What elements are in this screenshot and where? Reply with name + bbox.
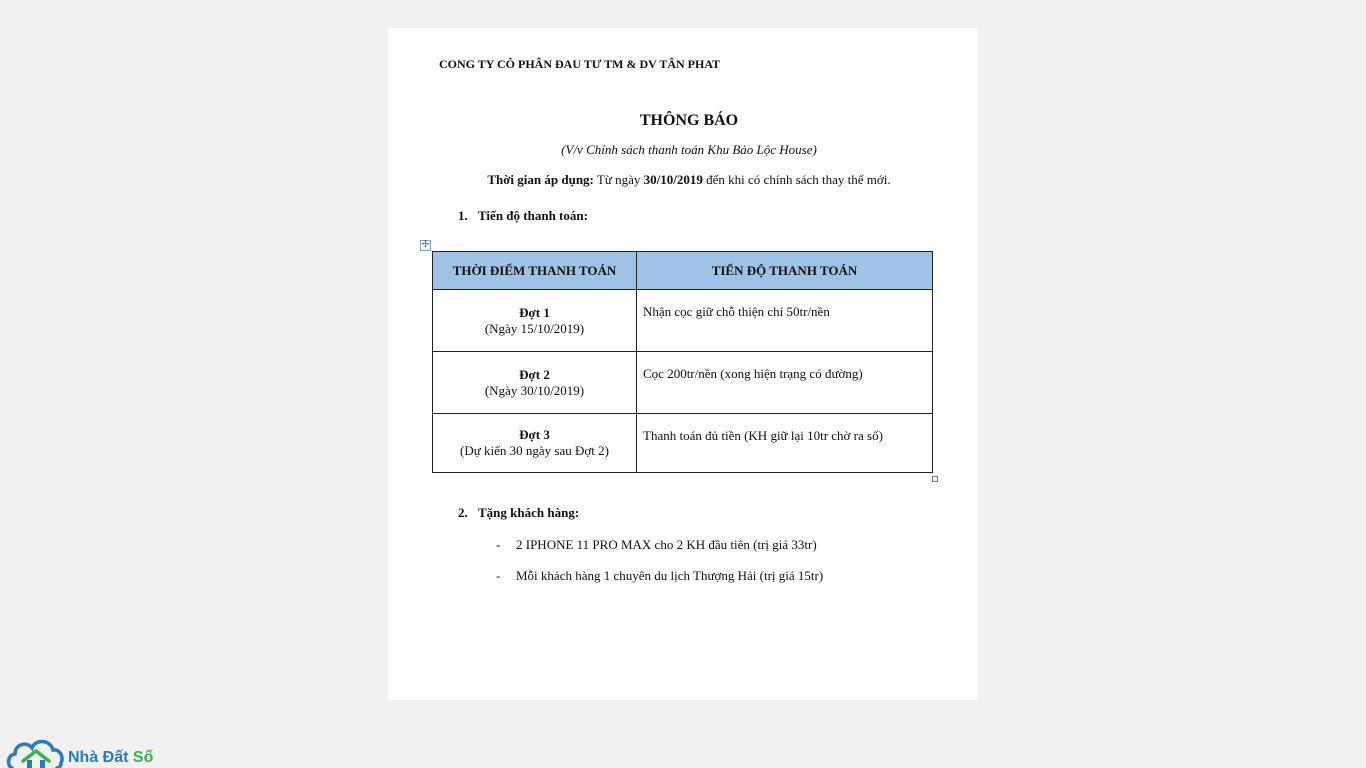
apply-time-text2: đến khi có chính sách thay thế mới. [702,172,891,187]
watermark-logo [6,733,166,768]
gift-text: Mỗi khách hàng 1 chuyên du lịch Thượng Hải (trị giá 15tr) [516,568,824,583]
section-heading-payment [458,208,588,224]
phase-label: Đợt 2 [519,366,550,382]
phase-date: (Ngày 30/10/2019) [484,382,585,398]
table-cell-phase [433,290,637,352]
table-header-time: THỜI ĐIỂM THANH TOÁN [433,252,637,290]
gift-text: 2 IPHONE 11 PRO MAX cho 2 KH đầu tiên (trị giá 33tr) [516,537,817,552]
table-row [433,352,933,414]
list-dash: - [496,568,501,583]
section-number: 1. [458,208,468,223]
gift-item [496,568,823,584]
section-heading-gifts [458,505,579,521]
section-title: Tiến độ thanh toán: [478,208,588,223]
phase-label: Đợt 1 [519,304,550,320]
phase-date: (Dự kiến 30 ngày sau Đợt 2) [460,443,609,458]
table-row [433,290,933,352]
list-dash: - [496,537,501,552]
apply-time-label: Thời gian áp dụng: [487,172,594,187]
document-page [388,28,978,700]
payment-schedule-table [432,251,933,473]
brand-part2: Số [132,749,154,766]
document-subtitle: (V/v Chính sách thanh toán Khu Bảo Lộc House) [561,142,817,157]
gift-item [496,537,817,553]
table-cell-progress: Nhận cọc giữ chỗ thiện chí 50tr/nền [637,290,933,352]
table-cell-phase [433,352,637,414]
table-cell-progress: Thanh toán đủ tiền (KH giữ lại 10tr chờ ra sổ) [637,414,933,473]
table-resize-handle[interactable] [932,476,938,482]
apply-time-line [388,172,990,188]
cloud-house-icon [6,733,68,768]
table-row [433,414,933,473]
phase-date: (Ngày 15/10/2019) [484,320,585,336]
table-cell-progress: Cọc 200tr/nền (xong hiện trạng có đường) [637,352,933,414]
table-header-progress: TIẾN ĐỘ THANH TOÁN [637,252,933,290]
section-title: Tặng khách hàng: [478,505,580,520]
phase-label: Đợt 3 [519,427,550,442]
table-move-handle-icon[interactable]: ✢ [421,240,430,250]
document-title: THÔNG BÁO [639,112,739,129]
apply-time-date: 30/10/2019 [643,172,703,187]
section-number: 2. [458,505,468,520]
table-cell-phase [433,414,637,473]
watermark-brand-text [68,749,153,767]
apply-time-text1: Từ ngày [593,172,644,187]
brand-part1: Nhà Đất [68,749,133,766]
company-name: CONG TY CÔ PHÂN ĐAU TƯ TM & DV TÂN PHAT [439,57,721,71]
